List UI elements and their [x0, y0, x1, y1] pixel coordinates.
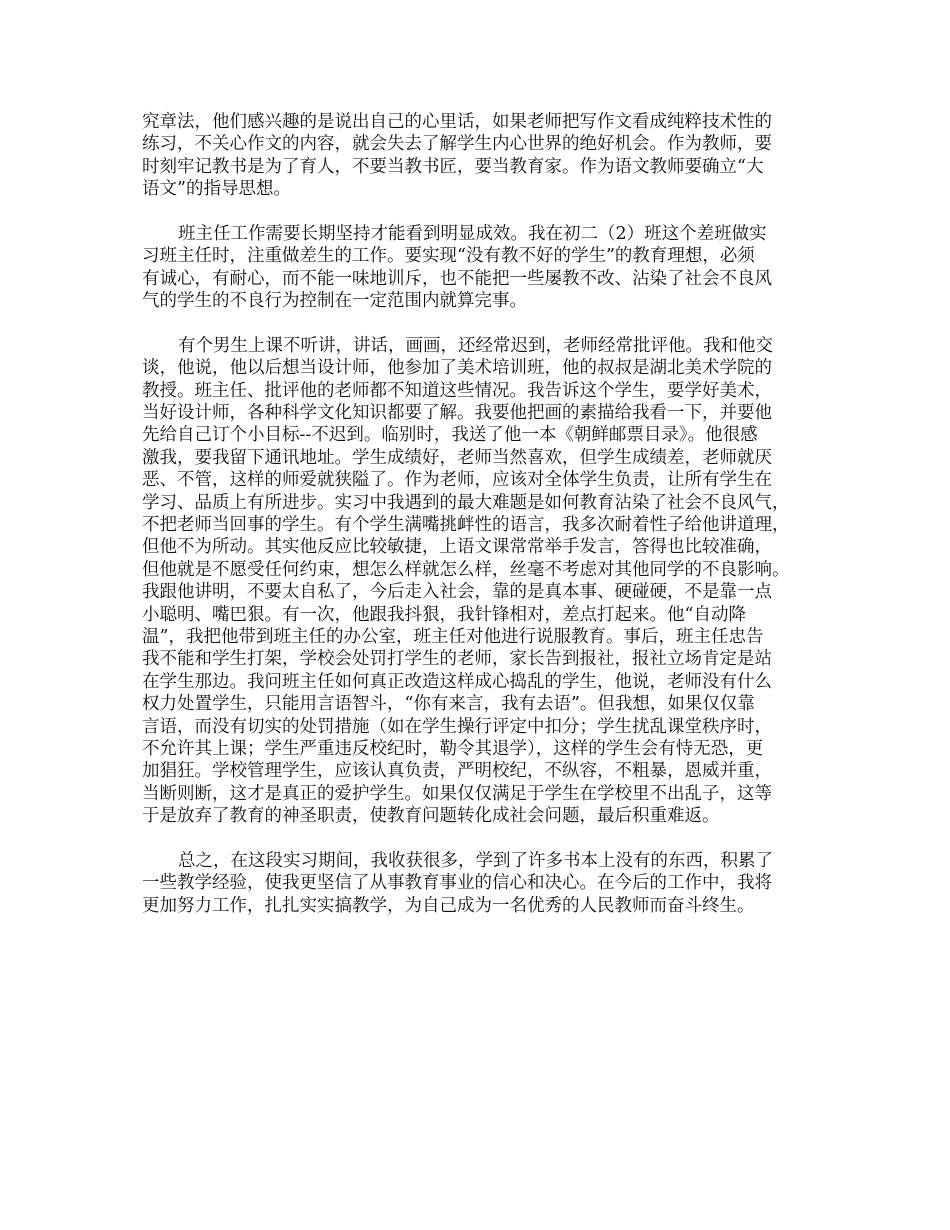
text-line: 更加努力工作，扎扎实实搞教学，为自己成为一名优秀的人民教师而奋斗终生。: [142, 895, 755, 916]
text-line: 当断则断，这才是真正的爱护学生。如果仅仅满足于学生在学校里不出乱子，这等: [142, 783, 772, 804]
text-line: 谈，他说，他以后想当设计师，他参加了美术培训班，他的叔叔是湖北美术学院的: [142, 358, 772, 379]
text-line: 时刻牢记教书是为了育人，不要当教书匠，要当教育家。作为语文教师要确立“大: [142, 156, 764, 177]
text-line: 我跟他讲明，不要太自私了，今后走入社会，靠的是真本事、硬碰硬，不是靠一点: [142, 582, 772, 603]
paragraph-4: [142, 850, 822, 917]
text-line: 但他不为所动。其实他反应比较敏捷，上语文课常常举手发言，答得也比较准确，: [142, 537, 772, 558]
text-line: 语文”的指导思想。: [142, 179, 291, 200]
text-line: 班主任工作需要长期坚持才能看到明显成效。我在初二（2）班这个差班做实: [178, 223, 767, 244]
paragraph-1: [142, 111, 822, 201]
text-line: 气的学生的不良行为控制在一定范围内就算完事。: [142, 291, 527, 312]
paragraph-3: [142, 335, 822, 828]
paragraph-2: [142, 223, 822, 313]
text-line: 有诚心，有耐心，而不能一味地训斥，也不能把一些屡教不改、沾染了社会不良风: [142, 268, 772, 289]
text-line: 学习、品质上有所进步。实习中我遇到的最大难题是如何教育沾染了社会不良风气，: [142, 492, 790, 513]
text-line: 习班主任时，注重做差生的工作。要实现“没有教不好的学生”的教育理想，必须: [142, 246, 755, 267]
text-line: 练习，不关心作文的内容，就会失去了解学生内心世界的绝好机会。作为教师，要: [142, 134, 772, 155]
text-line: 不允许其上课；学生严重违反校纪时，勒令其退学），这样的学生会有恃无恐，更: [142, 738, 764, 759]
text-line: 但他就是不愿受任何约束，想怎么样就怎么样，丝毫不考虑对其他同学的不良影响。: [142, 559, 790, 580]
text-line: 温”，我把他带到班主任的办公室，班主任对他进行说服教育。事后，班主任忠告: [142, 626, 764, 647]
text-line: 激我，要我留下通讯地址。学生成绩好，老师当然喜欢，但学生成绩差，老师就厌: [142, 447, 772, 468]
text-line: 恶、不管，这样的师爱就狭隘了。作为老师，应该对全体学生负责，让所有学生在: [142, 470, 772, 491]
text-line: 小聪明、嘴巴狠。有一次，他跟我抖狠，我针锋相对，差点打起来。他“自动降: [142, 604, 746, 625]
text-line: 我不能和学生打架，学校会处罚打学生的老师，家长告到报社，报社立场肯定是站: [142, 649, 772, 670]
text-line: 先给自己订个小目标--不迟到。临别时，我送了他一本《朝鲜邮票目录》。他很感: [142, 425, 758, 446]
text-line: 加猖狂。学校管理学生，应该认真负责，严明校纪，不纵容，不粗暴，恩威并重，: [142, 761, 772, 782]
text-line: 有个男生上课不听讲，讲话，画画，还经常迟到，老师经常批评他。我和他交: [178, 335, 773, 356]
text-line: 于是放弃了教育的神圣职责，使教育问题转化成社会问题，最后积重难返。: [142, 806, 720, 827]
text-line: 教授。班主任、批评他的老师都不知道这些情况。我告诉这个学生，要学好美术，: [142, 380, 772, 401]
text-line: 权力处置学生，只能用言语智斗，“你有来言，我有去语”。但我想，如果仅仅靠: [142, 694, 755, 715]
text-line: 总之，在这段实习期间，我收获很多，学到了许多书本上没有的东西，积累了: [178, 850, 773, 871]
text-line: 一些教学经验，使我更坚信了从事教育事业的信心和决心。在今后的工作中，我将: [142, 873, 772, 894]
document-body: [142, 111, 822, 939]
text-line: 究章法，他们感兴趣的是说出自己的心里话，如果老师把写作文看成纯粹技术性的: [142, 112, 772, 132]
text-line: 当好设计师，各种科学文化知识都要了解。我要他把画的素描给我看一下，并要他: [142, 403, 772, 424]
text-line: 不把老师当回事的学生。有个学生满嘴挑衅性的语言，我多次耐着性子给他讲道理，: [142, 515, 790, 536]
text-line: 在学生那边。我问班主任如何真正改造这样成心捣乱的学生，他说，老师没有什么: [142, 671, 772, 692]
text-line: 言语，而没有切实的处罚措施（如在学生操行评定中扣分；学生扰乱课堂秩序时，: [142, 716, 772, 737]
